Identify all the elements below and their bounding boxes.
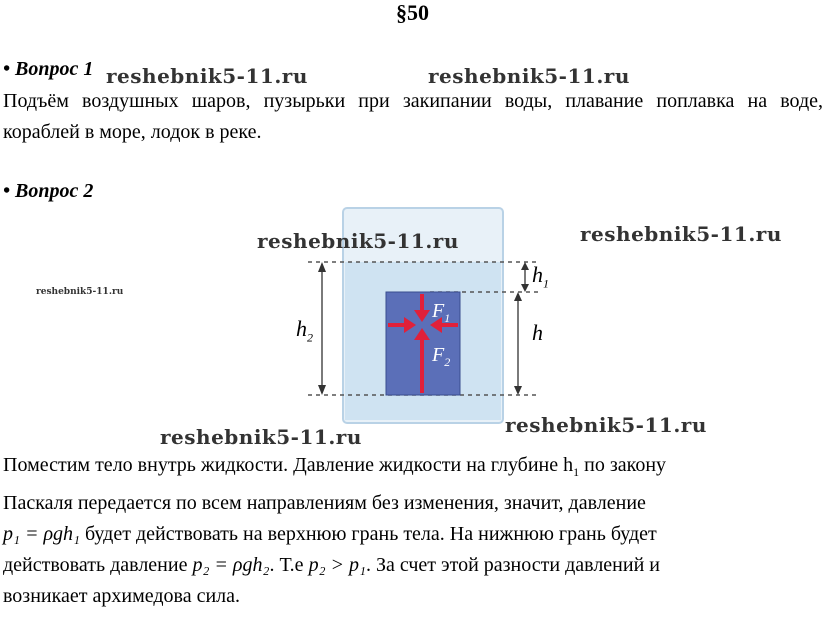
watermark: reshebnik5-11.ru <box>36 287 124 297</box>
label-h2: $h_2$ <box>296 316 313 345</box>
label-h: h <box>532 320 543 345</box>
question-1-label: • Вопрос 1 <box>3 58 94 80</box>
question-2-answer: Поместим тело внутрь жидкости. Давление жидкости на глубине $h_1$ по закону Паскаля передается по всем направлениям без изменения, значит, давление p₁ = ρgh₁ будет действовать на верхнюю грань тела. На нижнюю грань будет действовать давление p₂ = ρgh₂. Т.е p₂ > p₁. За счет этой разности давлений и возникает архимедова сила. <box>3 454 667 607</box>
question-1-answer: Подъём воздушных шаров, пузырьки при закипании воды, плавание поплавка на воде, кораблей в море, лодок в реке. <box>3 90 823 143</box>
question-2-label: • Вопрос 2 <box>3 180 94 202</box>
watermark: reshebnik5-11.ru <box>580 222 782 246</box>
watermark: reshebnik5-11.ru <box>505 413 707 437</box>
watermark: reshebnik5-11.ru <box>106 64 308 88</box>
label-h1: $h_1$ <box>532 262 549 291</box>
page-title: §50 <box>396 0 429 25</box>
label-F2: $F_2$ <box>432 344 451 369</box>
watermark: reshebnik5-11.ru <box>160 425 362 449</box>
watermark: reshebnik5-11.ru <box>428 64 630 88</box>
label-F1: $F_1$ <box>432 300 451 325</box>
watermark: reshebnik5-11.ru <box>257 229 459 253</box>
